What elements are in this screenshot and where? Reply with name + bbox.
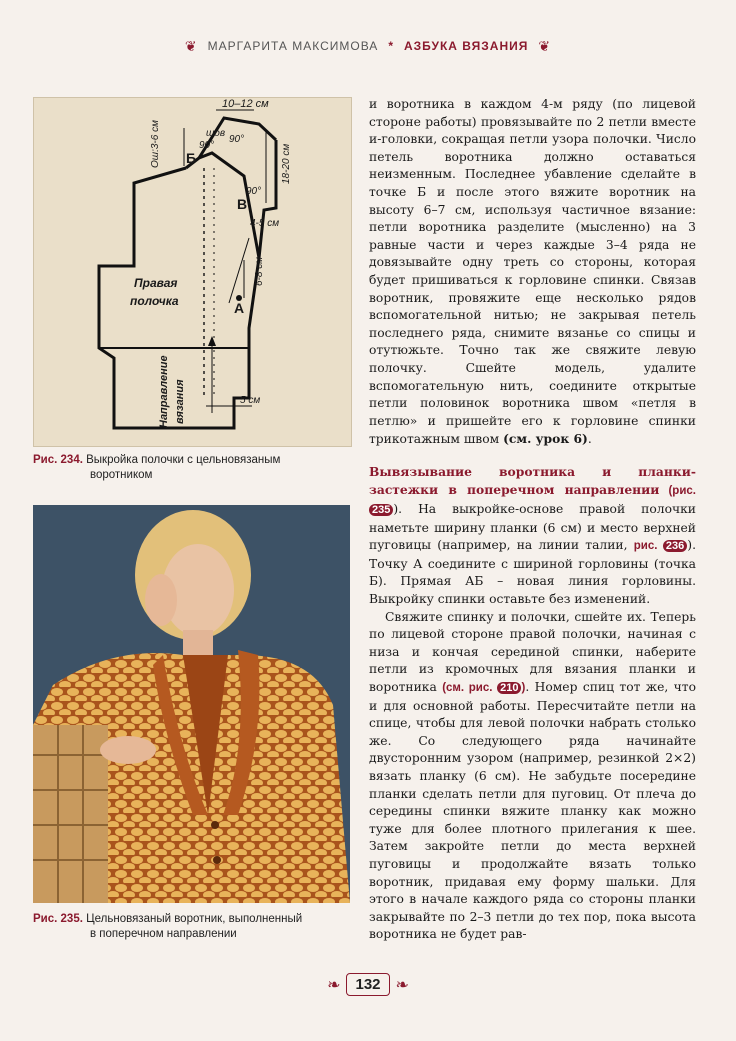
paragraph-gap	[369, 449, 696, 463]
label-direction-2: вязания	[174, 379, 186, 424]
figure-ref-210[interactable]: (см. рис. 210 )	[442, 682, 526, 694]
header-author: МАРГАРИТА МАКСИМОВА	[207, 39, 379, 53]
figure-234-pattern-diagram	[33, 97, 352, 447]
figure-ref-235[interactable]: (рис. 235	[369, 485, 696, 516]
section-subtitle: Вывязывание воротника и планки-застежки в поперечном направлении	[369, 463, 696, 498]
footer-left-ornament-icon: ❧	[327, 974, 341, 994]
label-shoulder: Ош:3-6 см	[150, 120, 161, 168]
paragraph-1-text: и воротника в каждом 4-м ряду (по лицевой стороне работы) провязывайте по 2 петли вместе и-головки, сокращая петли узора полочки. Число петель воротника должно оставаться неизменным. Последнее убавление сделайте в точке Б и после этого вяжите воротник на высоту 6–7 см, используя частичное вязание: петли воротника разделите (мысленно) на 3 равные части и через каждые 3–4 ряда не довязывайте одну треть со стороны, которая будет пришиваться к горловине спинки. Связав воротник, провяжите еще несколько рядов вспомогательной нитью; не закрывая петель последнего ряда, снимите вязанье со спицы и отутюжьте. Точно так же свяжите левую полочку. Сшейте модель, удалите вспомогательную нить, соедините открытые петли половинок воротника швом «петля в петлю» и пришейте его к горловине спинки трикотажным швом	[369, 97, 696, 447]
figure-235-photo	[33, 505, 350, 903]
label-angle-1: 90°	[199, 140, 215, 151]
figure-235-caption-line2: в поперечном направлении	[90, 928, 237, 940]
label-front-2: полочка	[130, 294, 179, 308]
label-band: 4-5 см	[250, 218, 280, 229]
label-angle-3: 90°	[246, 186, 262, 197]
paragraph-3-text-b: . Номер спиц тот же, что и для основной работы. Пересчитайте петли на спице, чтобы для левой полочки набрать столько же. Со следующего ряда начинайте двусторонним узором (например, резинкой 2×2) вязать планку (6 см). Не забудьте посередине планки сделать петли для пуговиц. От плеча до середины спинки вяжите планку как можно туже для более плотного прилегания к шее. Затем закройте петли до места верхней пуговицы и продолжайте вязать только воротник, придавая ему форму шальки. Для этого в начале каждого ряда со стороны планки закрывайте по 2–3 петли до тех пор, пока высота воротника не будет рав-	[369, 680, 696, 942]
left-ornament-icon: ❦	[184, 37, 198, 54]
main-text-column	[369, 96, 696, 944]
label-point-v: В	[237, 196, 248, 212]
label-seam: шов	[206, 128, 226, 139]
label-top-width: 10–12 см	[222, 98, 269, 110]
label-direction-1: Направление	[158, 355, 170, 428]
figure-235-caption	[33, 912, 353, 942]
header-separator: *	[388, 39, 394, 53]
figure-234-caption-line2: воротником	[90, 469, 153, 481]
page-footer	[0, 962, 736, 1006]
paragraph-2-text-a: На выкройке-основе правой полочки наметьте ширину планки (6 см) и место верхней пуговицы (например, на линии талии,	[369, 502, 696, 553]
paragraph-3-text-a: Свяжите спинку и полочки, сшейте их. Теперь по лицевой стороне правой полочки, начиная с низа и кончая серединой спинки, наберите петли из кромочных для вязания планки и воротника	[369, 609, 696, 694]
footer-right-ornament-icon: ❧	[395, 974, 409, 994]
paragraph-2-text-b: ). Точку А соедините с шириной горловины (точка Б). Прямая АБ – новая линия горловины. Выкройку спинки оставьте без изменений.	[369, 538, 696, 607]
paragraph-3	[369, 609, 696, 944]
label-depth: 18-20 см	[281, 143, 292, 184]
paragraph-2: Вывязывание воротника и планки-застежки в поперечном направлении (рис. 235 ). На выкройке-основе правой полочки наметьте ширину планки (6 см) и место верхней пуговицы (например, на линии талии, рис. 236 ). Точку А соедините с шириной горловины (точка Б). Прямая АБ – новая линия горловины. Выкройку спинки оставьте без изменений.	[369, 463, 696, 607]
label-point-b: Б	[186, 150, 197, 166]
figure-235-caption-line1: Цельновязаный воротник, выполненный	[86, 913, 303, 925]
figure-235-number: Рис. 235.	[33, 913, 83, 925]
figure-234-number: Рис. 234.	[33, 454, 83, 466]
right-ornament-icon: ❦	[538, 37, 552, 54]
label-angle-2: 90°	[229, 134, 245, 145]
figure-234-caption	[33, 453, 351, 483]
label-front-1: Правая	[134, 276, 178, 290]
header-book-title: АЗБУКА ВЯЗАНИЯ	[403, 39, 529, 53]
running-header	[0, 36, 736, 56]
figure-234-caption-line1: Выкройка полочки с цельновязаным	[86, 454, 281, 466]
figure-ref-236[interactable]: рис. 236	[634, 540, 688, 552]
paragraph-1	[369, 96, 696, 449]
page-number: 132	[346, 973, 389, 996]
label-point-a: А	[234, 300, 245, 316]
label-height: 6-8 см	[254, 256, 265, 286]
lesson-reference: (см. урок 6)	[503, 431, 588, 447]
label-bottom-width: 5 см	[240, 395, 261, 406]
photo-illustration	[33, 505, 350, 903]
paragraph-1-end: .	[587, 432, 592, 447]
